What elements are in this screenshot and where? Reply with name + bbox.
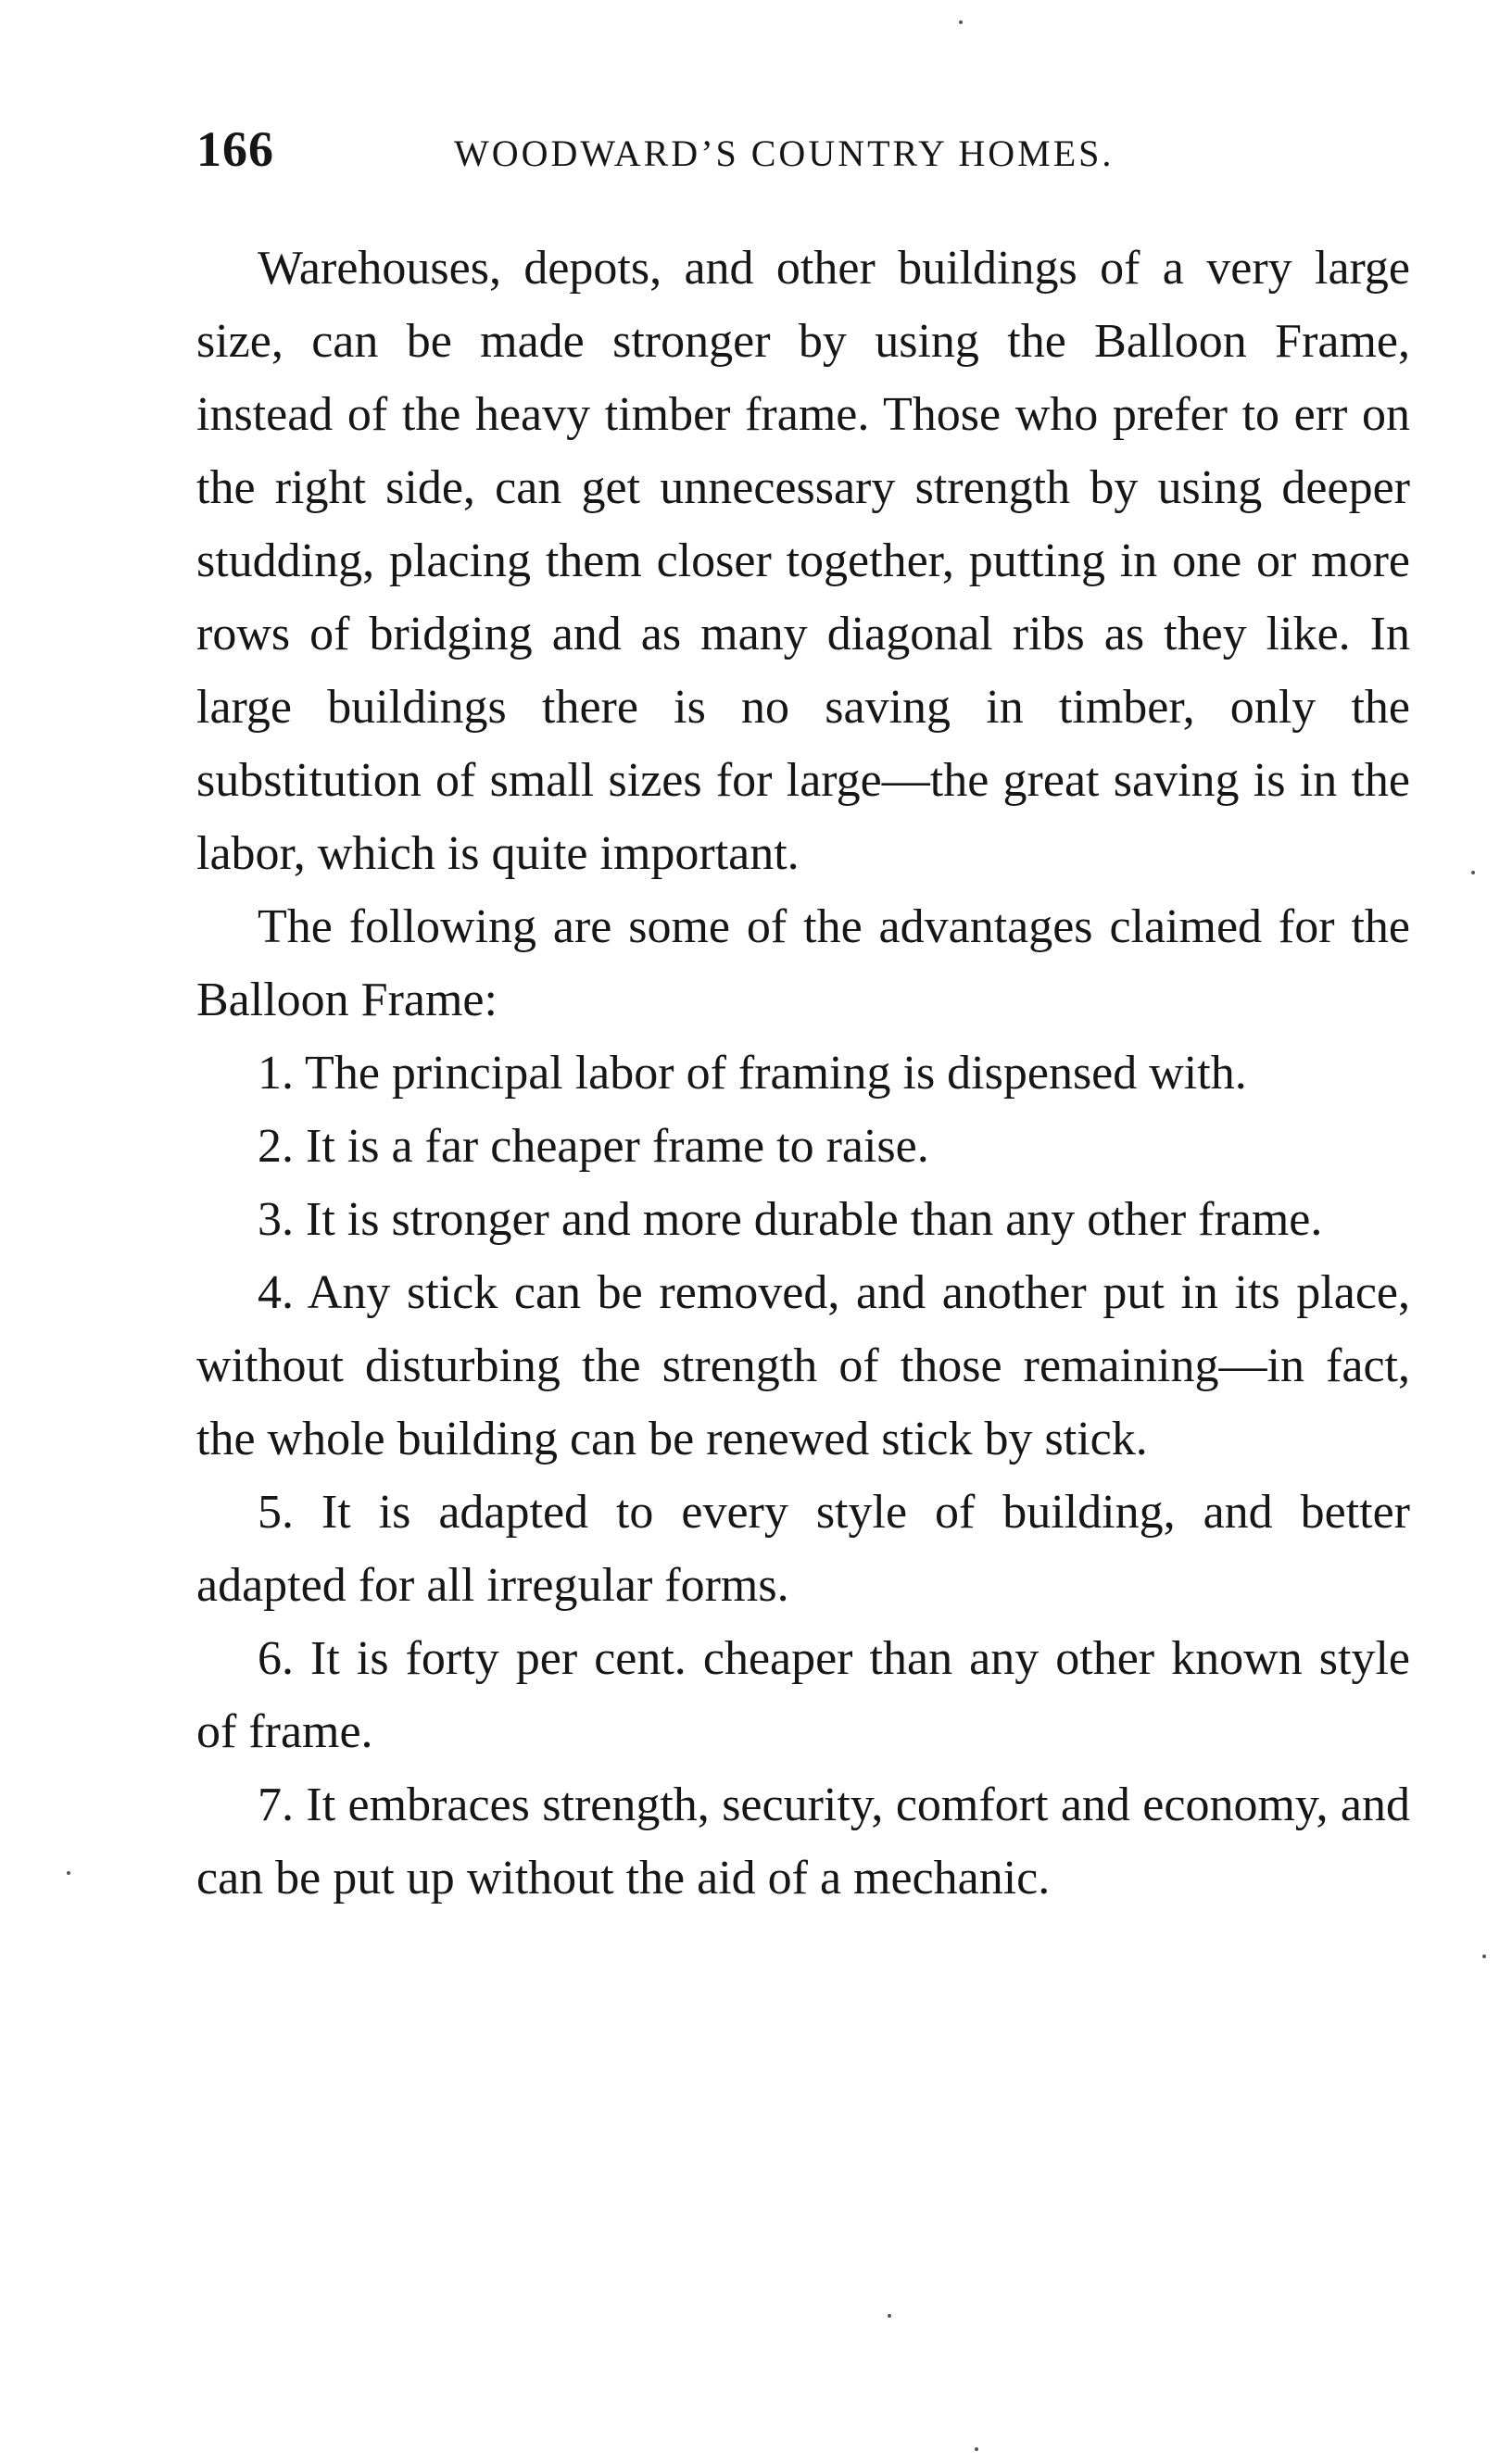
paragraph-balloon-frame-strength: Warehouses, depots, and other buildings of a very large size, can be made stronger by using the Balloon Frame, instead of the heavy timber frame. Those who prefer to err on the right side, can get unnecessary strength by using deeper studding, placing them closer together, putting in one or more rows of bridging and as many diagonal ribs as they like. In large buildings there is no saving in timber, only the substitution of small sizes for large—the great saving is in the labor, which is quite important. (196, 242, 1410, 880)
paper-speck (67, 1871, 70, 1875)
list-item: 1. The principal labor of framing is dispensed with. (258, 1047, 1247, 1100)
list-item: 2. It is a far cheaper frame to raise. (258, 1120, 929, 1173)
list-item: 3. It is stronger and more durable than any other frame. (258, 1193, 1323, 1246)
paper-speck (1482, 1955, 1486, 1958)
page-header (196, 120, 1410, 185)
paragraph-advantages-intro: The following are some of the advantages claimed for the Balloon Frame: (196, 900, 1410, 1026)
list-item: 6. It is forty per cent. cheaper than any other known style of frame. (196, 1632, 1410, 1758)
page-body (196, 232, 1410, 1915)
advantages-list (196, 1037, 1410, 1915)
page-number: 166 (196, 121, 274, 177)
paper-speck (1471, 871, 1475, 874)
paper-speck (975, 2447, 978, 2451)
running-title: WOODWARD’S COUNTRY HOMES. (454, 132, 1115, 174)
list-item: 7. It embraces strength, security, comfort and economy, and can be put up without the aid of a mechanic. (196, 1779, 1410, 1905)
list-item: 4. Any stick can be removed, and another put in its place, without disturbing the strength of those remaining—in fact, the whole building can be renewed stick by stick. (196, 1266, 1410, 1465)
paper-speck (959, 20, 963, 24)
list-item: 5. It is adapted to every style of building, and better adapted for all irregular forms. (196, 1486, 1410, 1612)
paper-speck (888, 2314, 891, 2318)
